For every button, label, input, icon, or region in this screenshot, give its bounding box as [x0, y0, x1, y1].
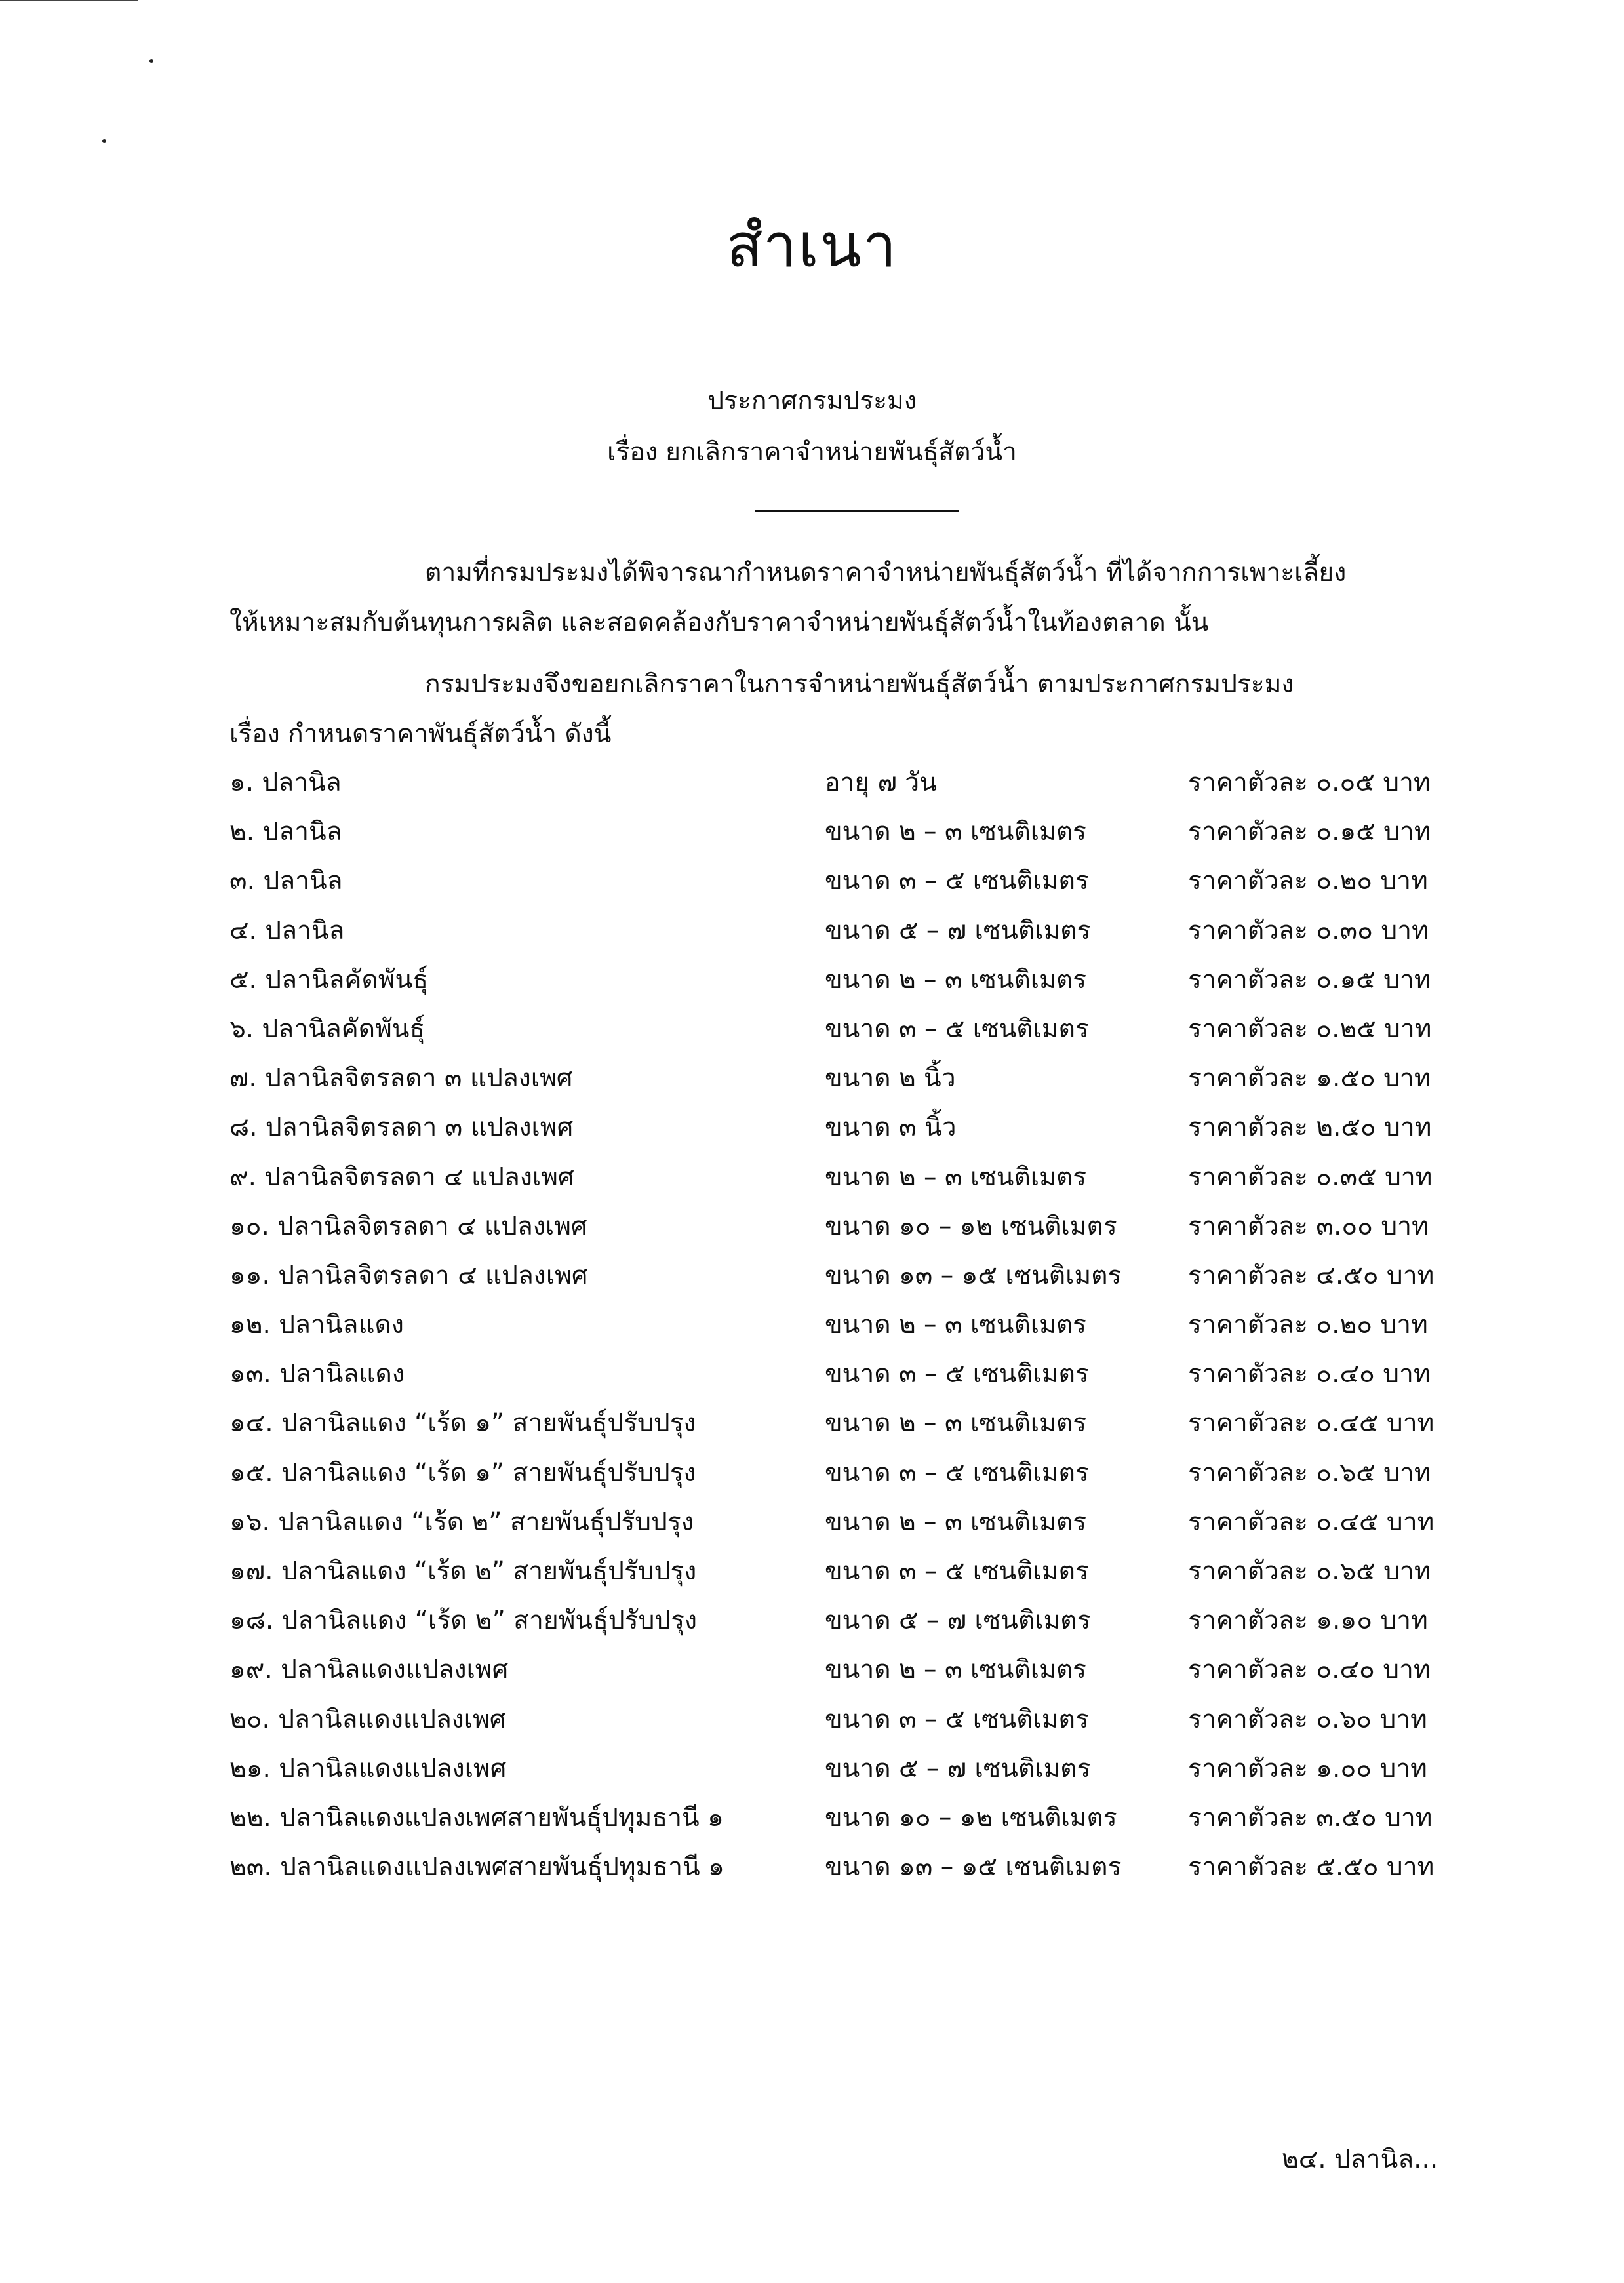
item-size: อายุ ๗ วัน — [825, 768, 937, 797]
item-price: ราคาตัวละ ๑.๑๐ บาท — [1188, 1606, 1428, 1636]
title-divider — [755, 510, 959, 512]
item-size: ขนาด ๓ – ๕ เซนติเมตร — [825, 1557, 1089, 1586]
list-item — [229, 1649, 1462, 1698]
item-price: ราคาตัวละ ๑.๐๐ บาท — [1188, 1753, 1427, 1783]
list-item — [229, 762, 1462, 811]
item-size: ขนาด ๓ – ๕ เซนติเมตร — [825, 1359, 1089, 1389]
list-item — [229, 1157, 1462, 1206]
item-name: ๓. ปลานิล — [229, 866, 343, 896]
item-price: ราคาตัวละ ๐.๖๕ บาท — [1188, 1458, 1431, 1488]
item-price: ราคาตัวละ ๐.๒๕ บาท — [1188, 1014, 1432, 1044]
item-price: ราคาตัวละ ๐.๑๕ บาท — [1188, 964, 1431, 995]
price-list — [229, 762, 1462, 1896]
item-price: ราคาตัวละ ๐.๔๕ บาท — [1188, 1507, 1435, 1537]
item-name: ๙. ปลานิลจิตรลดา ๔ แปลงเพศ — [229, 1162, 574, 1192]
item-size: ขนาด ๕ – ๗ เซนติเมตร — [825, 1753, 1091, 1783]
item-size: ขนาด ๒ – ๓ เซนติเมตร — [825, 1655, 1087, 1685]
scan-artifact-dot — [102, 139, 106, 143]
copy-stamp: สำเนา — [726, 210, 898, 281]
item-size: ขนาด ๒ – ๓ เซนติเมตร — [825, 1408, 1087, 1439]
item-size: ขนาด ๒ – ๓ เซนติเมตร — [825, 964, 1087, 995]
item-price: ราคาตัวละ ๓.๐๐ บาท — [1188, 1211, 1429, 1241]
list-item — [229, 1255, 1462, 1304]
item-name: ๗. ปลานิลจิตรลดา ๓ แปลงเพศ — [229, 1063, 573, 1094]
list-item — [229, 1304, 1462, 1353]
announcement-subject: เรื่อง ยกเลิกราคาจำหน่ายพันธุ์สัตว์น้ำ — [607, 437, 1017, 467]
item-size: ขนาด ๕ – ๗ เซนติเมตร — [825, 1606, 1091, 1636]
item-price: ราคาตัวละ ๐.๑๕ บาท — [1188, 817, 1431, 847]
item-name: ๖. ปลานิลคัดพันธุ์ — [229, 1014, 426, 1044]
item-size: ขนาด ๓ – ๕ เซนติเมตร — [825, 1704, 1089, 1734]
continuation-note: ๒๔. ปลานิล... — [1282, 2145, 1438, 2174]
item-size: ขนาด ๓ – ๕ เซนติเมตร — [825, 1458, 1089, 1488]
item-price: ราคาตัวละ ๐.๖๕ บาท — [1188, 1557, 1431, 1586]
item-name: ๘. ปลานิลจิตรลดา ๓ แปลงเพศ — [229, 1113, 574, 1143]
item-size: ขนาด ๓ – ๕ เซนติเมตร — [825, 1014, 1089, 1044]
item-price: ราคาตัวละ ๐.๒๐ บาท — [1188, 866, 1428, 896]
item-size: ขนาด ๓ นิ้ว — [825, 1113, 957, 1143]
item-price: ราคาตัวละ ๒.๕๐ บาท — [1188, 1113, 1432, 1143]
list-item — [229, 1353, 1462, 1402]
item-name: ๑๔. ปลานิลแดง “เร้ด ๑” สายพันธุ์ปรับปรุง — [229, 1408, 696, 1439]
list-item — [229, 910, 1462, 959]
item-price: ราคาตัวละ ๔.๕๐ บาท — [1188, 1260, 1435, 1290]
list-item — [229, 1058, 1462, 1107]
item-size: ขนาด ๑๓ – ๑๕ เซนติเมตร — [825, 1852, 1122, 1882]
item-name: ๑๓. ปลานิลแดง — [229, 1359, 405, 1389]
item-name: ๒. ปลานิล — [229, 817, 342, 847]
item-price: ราคาตัวละ ๕.๕๐ บาท — [1188, 1852, 1435, 1882]
list-item — [229, 1206, 1462, 1255]
item-price: ราคาตัวละ ๐.๐๕ บาท — [1188, 768, 1431, 797]
list-item — [229, 1402, 1462, 1452]
item-name: ๑. ปลานิล — [229, 768, 342, 797]
item-name: ๑๑. ปลานิลจิตรลดา ๔ แปลงเพศ — [229, 1260, 588, 1290]
list-item — [229, 1008, 1462, 1058]
paragraph-1-line-2: ให้เหมาะสมกับต้นทุนการผลิต และสอดคล้องกับราคาจำหน่ายพันธุ์สัตว์น้ำในท้องตลาด นั้น — [229, 608, 1209, 637]
list-item — [229, 1846, 1462, 1896]
item-name: ๑๘. ปลานิลแดง “เร้ด ๒” สายพันธุ์ปรับปรุง — [229, 1606, 698, 1636]
list-item — [229, 1748, 1462, 1797]
paragraph-2-line-2: เรื่อง กำหนดราคาพันธุ์สัตว์น้ำ ดังนี้ — [229, 719, 612, 749]
list-item — [229, 811, 1462, 860]
item-size: ขนาด ๑๓ – ๑๕ เซนติเมตร — [825, 1260, 1122, 1290]
item-name: ๑๒. ปลานิลแดง — [229, 1310, 404, 1340]
list-item — [229, 1797, 1462, 1846]
item-size: ขนาด ๓ – ๕ เซนติเมตร — [825, 866, 1089, 896]
item-name: ๔. ปลานิล — [229, 915, 345, 945]
item-size: ขนาด ๒ – ๓ เซนติเมตร — [825, 1162, 1087, 1192]
scan-artifact-dot — [149, 59, 153, 63]
list-item — [229, 1600, 1462, 1649]
item-price: ราคาตัวละ ๐.๔๐ บาท — [1188, 1359, 1431, 1389]
item-name: ๑๖. ปลานิลแดง “เร้ด ๒” สายพันธุ์ปรับปรุง — [229, 1507, 694, 1537]
item-size: ขนาด ๒ นิ้ว — [825, 1063, 956, 1094]
item-price: ราคาตัวละ ๐.๖๐ บาท — [1188, 1704, 1427, 1734]
list-item — [229, 1699, 1462, 1748]
list-item — [229, 1501, 1462, 1551]
item-price: ราคาตัวละ ๐.๔๐ บาท — [1188, 1655, 1431, 1685]
item-name: ๑๙. ปลานิลแดงแปลงเพศ — [229, 1655, 509, 1685]
item-size: ขนาด ๕ – ๗ เซนติเมตร — [825, 915, 1091, 945]
item-size: ขนาด ๒ – ๓ เซนติเมตร — [825, 817, 1087, 847]
item-name: ๒๓. ปลานิลแดงแปลงเพศสายพันธุ์ปทุมธานี ๑ — [229, 1852, 724, 1882]
item-price: ราคาตัวละ ๐.๔๕ บาท — [1188, 1408, 1435, 1439]
item-price: ราคาตัวละ ๐.๓๐ บาท — [1188, 915, 1429, 945]
announcement-title: ประกาศกรมประมง — [707, 386, 917, 416]
paragraph-1-line-1: ตามที่กรมประมงได้พิจารณากำหนดราคาจำหน่ายพันธุ์สัตว์น้ำ ที่ได้จากการเพาะเลี้ยง — [425, 558, 1347, 587]
item-price: ราคาตัวละ ๐.๓๕ บาท — [1188, 1162, 1433, 1192]
item-price: ราคาตัวละ ๓.๕๐ บาท — [1188, 1802, 1433, 1833]
item-name: ๕. ปลานิลคัดพันธุ์ — [229, 964, 429, 995]
list-item — [229, 1452, 1462, 1501]
item-price: ราคาตัวละ ๑.๕๐ บาท — [1188, 1063, 1431, 1094]
item-size: ขนาด ๑๐ – ๑๒ เซนติเมตร — [825, 1211, 1117, 1241]
item-size: ขนาด ๑๐ – ๑๒ เซนติเมตร — [825, 1802, 1117, 1833]
list-item — [229, 860, 1462, 909]
item-price: ราคาตัวละ ๐.๒๐ บาท — [1188, 1310, 1428, 1340]
item-size: ขนาด ๒ – ๓ เซนติเมตร — [825, 1310, 1087, 1340]
list-item — [229, 1107, 1462, 1156]
list-item — [229, 1551, 1462, 1600]
item-name: ๑๗. ปลานิลแดง “เร้ด ๒” สายพันธุ์ปรับปรุง — [229, 1557, 697, 1586]
item-name: ๒๑. ปลานิลแดงแปลงเพศ — [229, 1753, 507, 1783]
list-item — [229, 959, 1462, 1008]
scan-artifact-line — [0, 0, 138, 1]
item-size: ขนาด ๒ – ๓ เซนติเมตร — [825, 1507, 1087, 1537]
paragraph-2-line-1: กรมประมงจึงขอยกเลิกราคาในการจำหน่ายพันธุ์สัตว์น้ำ ตามประกาศกรมประมง — [425, 669, 1294, 699]
item-name: ๑๕. ปลานิลแดง “เร้ด ๑” สายพันธุ์ปรับปรุง — [229, 1458, 696, 1488]
item-name: ๑๐. ปลานิลจิตรลดา ๔ แปลงเพศ — [229, 1211, 587, 1241]
item-name: ๒๐. ปลานิลแดงแปลงเพศ — [229, 1704, 506, 1734]
item-name: ๒๒. ปลานิลแดงแปลงเพศสายพันธุ์ปทุมธานี ๑ — [229, 1802, 724, 1833]
